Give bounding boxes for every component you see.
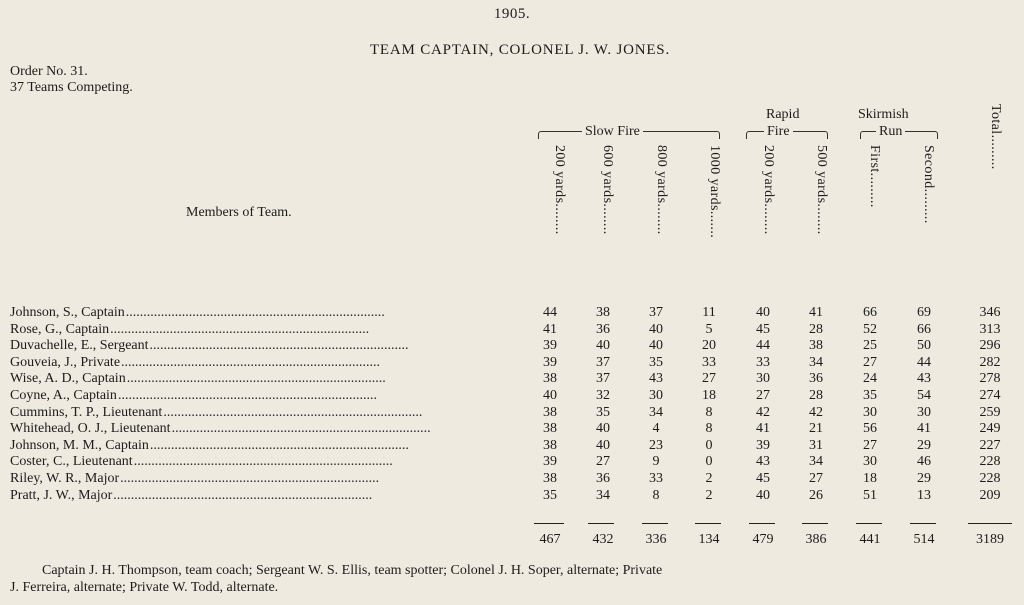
members-of-team-header: Members of Team. xyxy=(186,205,292,220)
team-member-name: Wise, A. D., Captain xyxy=(10,371,126,387)
total-cell: 134 xyxy=(698,532,720,547)
score-cell: 40 xyxy=(596,421,610,437)
dot-leader: .......................................................................... xyxy=(133,454,393,470)
score-cell: 39 xyxy=(543,354,557,370)
col-header-slow-600: 600 yards........ xyxy=(600,145,615,235)
score-cell: 40 xyxy=(649,321,663,337)
score-cell: 37 xyxy=(596,371,610,387)
score-cell: 41 xyxy=(917,421,931,437)
total-cell: 336 xyxy=(645,532,667,547)
score-cell: 27 xyxy=(809,471,823,486)
total-rule xyxy=(534,523,564,524)
score-cell: 31 xyxy=(809,437,823,453)
score-cell: 32 xyxy=(596,388,610,403)
score-cell: 27 xyxy=(702,371,716,387)
team-member-name: Rose, G., Captain xyxy=(10,321,110,337)
dot-leader: .......................................................................... xyxy=(110,321,370,337)
score-cell: 45 xyxy=(756,321,770,337)
score-cell: 52 xyxy=(863,321,877,337)
skirmish-run-label: Run xyxy=(876,124,905,140)
total-rule xyxy=(968,523,1012,524)
score-cell: 34 xyxy=(809,354,823,370)
score-cell: 56 xyxy=(863,421,877,437)
score-cell: 227 xyxy=(979,437,1001,453)
score-cell: 8 xyxy=(705,421,713,437)
total-rule xyxy=(910,523,936,524)
score-cell: 44 xyxy=(543,305,557,320)
score-cell: 38 xyxy=(543,437,557,453)
total-cell: 386 xyxy=(805,532,827,547)
score-cell: 39 xyxy=(756,437,770,453)
team-member-name: Duvachelle, E., Sergeant xyxy=(10,338,149,354)
team-captain-heading: TEAM CAPTAIN, COLONEL J. W. JONES. xyxy=(369,42,671,58)
score-cell: 2 xyxy=(705,471,713,486)
score-cell: 29 xyxy=(917,471,931,486)
total-rule xyxy=(642,523,668,524)
score-cell: 38 xyxy=(809,338,823,354)
score-cell: 5 xyxy=(705,321,713,337)
team-member-name: Coyne, A., Captain xyxy=(10,388,117,403)
score-cell: 54 xyxy=(917,388,931,403)
score-cell: 209 xyxy=(979,487,1001,503)
score-cell: 28 xyxy=(809,388,823,403)
score-cell: 43 xyxy=(649,371,663,387)
total-rule xyxy=(588,523,614,524)
score-cell: 45 xyxy=(756,471,770,486)
score-cell: 30 xyxy=(863,404,877,420)
total-cell: 479 xyxy=(752,532,774,547)
footnote-line-2: J. Ferreira, alternate; Private W. Todd, alternate. xyxy=(10,580,279,595)
score-cell: 38 xyxy=(543,404,557,420)
score-cell: 24 xyxy=(863,371,877,387)
col-header-slow-800: 800 yards........ xyxy=(654,145,669,235)
score-cell: 29 xyxy=(917,437,931,453)
score-cell: 38 xyxy=(543,421,557,437)
total-cell: 441 xyxy=(859,532,881,547)
col-header-total: Total......... xyxy=(988,104,1003,170)
score-cell: 20 xyxy=(702,338,716,354)
score-cell: 4 xyxy=(652,421,660,437)
score-cell: 33 xyxy=(649,471,663,486)
score-cell: 18 xyxy=(702,388,716,403)
score-cell: 27 xyxy=(863,437,877,453)
footnote-line-1: Captain J. H. Thompson, team coach; Sergeant W. S. Ellis, team spotter; Colonel J. H. Soper, alternate; Private xyxy=(42,563,663,578)
col-header-skirmish-first: First......... xyxy=(867,145,882,208)
score-cell: 43 xyxy=(756,454,770,470)
score-cell: 35 xyxy=(649,354,663,370)
score-cell: 34 xyxy=(649,404,663,420)
page-year: 1905. xyxy=(493,6,531,22)
team-member-name: Johnson, M. M., Captain xyxy=(10,437,149,453)
slow-fire-label: Slow Fire xyxy=(582,124,643,140)
score-cell: 34 xyxy=(596,487,610,503)
score-cell: 38 xyxy=(543,371,557,387)
score-cell: 39 xyxy=(543,454,557,470)
score-cell: 346 xyxy=(979,305,1001,320)
col-header-slow-1000: 1000 yards....... xyxy=(707,145,722,239)
dot-leader: .......................................................................... xyxy=(125,305,385,320)
score-cell: 40 xyxy=(649,338,663,354)
rapid-fire-label: Fire xyxy=(764,124,793,140)
score-cell: 313 xyxy=(979,321,1001,337)
team-member-name: Whitehead, O. J., Lieutenant xyxy=(10,421,171,437)
score-cell: 278 xyxy=(979,371,1001,387)
score-cell: 40 xyxy=(756,305,770,320)
score-cell: 69 xyxy=(917,305,931,320)
score-cell: 37 xyxy=(596,354,610,370)
score-cell: 36 xyxy=(596,471,610,486)
score-cell: 50 xyxy=(917,338,931,354)
col-header-skirmish-second: Second......... xyxy=(921,145,936,224)
total-rule xyxy=(856,523,882,524)
score-cell: 38 xyxy=(543,471,557,486)
score-cell: 27 xyxy=(596,454,610,470)
score-cell: 23 xyxy=(649,437,663,453)
score-cell: 28 xyxy=(809,321,823,337)
score-cell: 0 xyxy=(705,454,713,470)
dot-leader: .......................................................................... xyxy=(117,388,377,403)
score-cell: 25 xyxy=(863,338,877,354)
score-cell: 13 xyxy=(917,487,931,503)
score-cell: 36 xyxy=(596,321,610,337)
score-cell: 36 xyxy=(809,371,823,387)
score-cell: 30 xyxy=(917,404,931,420)
score-cell: 27 xyxy=(756,388,770,403)
dot-leader: .......................................................................... xyxy=(126,371,386,387)
dot-leader: .......................................................................... xyxy=(171,421,431,437)
score-cell: 43 xyxy=(917,371,931,387)
total-cell: 3189 xyxy=(976,532,1004,547)
team-member-name: Coster, C., Lieutenant xyxy=(10,454,133,470)
rapid-label: Rapid xyxy=(766,107,800,122)
score-cell: 35 xyxy=(596,404,610,420)
score-cell: 8 xyxy=(705,404,713,420)
score-cell: 259 xyxy=(979,404,1001,420)
score-cell: 9 xyxy=(652,454,660,470)
score-cell: 26 xyxy=(809,487,823,503)
team-member-name: Pratt, J. W., Major xyxy=(10,487,113,503)
total-rule xyxy=(749,523,775,524)
score-cell: 30 xyxy=(649,388,663,403)
skirmish-label: Skirmish xyxy=(858,107,909,122)
total-cell: 432 xyxy=(592,532,614,547)
score-cell: 228 xyxy=(979,454,1001,470)
total-rule xyxy=(802,523,828,524)
score-cell: 34 xyxy=(809,454,823,470)
dot-leader: .......................................................................... xyxy=(121,354,381,370)
score-cell: 42 xyxy=(756,404,770,420)
score-cell: 40 xyxy=(596,437,610,453)
order-number: Order No. 31. xyxy=(10,64,88,79)
score-cell: 37 xyxy=(649,305,663,320)
team-member-name: Johnson, S., Captain xyxy=(10,305,125,320)
score-cell: 11 xyxy=(702,305,716,320)
score-cell: 274 xyxy=(979,388,1001,403)
score-cell: 66 xyxy=(863,305,877,320)
score-cell: 33 xyxy=(756,354,770,370)
score-cell: 41 xyxy=(543,321,557,337)
score-cell: 41 xyxy=(809,305,823,320)
total-cell: 514 xyxy=(913,532,935,547)
teams-competing: 37 Teams Competing. xyxy=(10,80,133,95)
score-cell: 40 xyxy=(756,487,770,503)
score-cell: 51 xyxy=(863,487,877,503)
score-cell: 41 xyxy=(756,421,770,437)
score-cell: 2 xyxy=(705,487,713,503)
score-cell: 249 xyxy=(979,421,1001,437)
team-member-name: Cummins, T. P., Lieutenant xyxy=(10,404,163,420)
team-member-name: Riley, W. R., Major xyxy=(10,471,120,486)
total-rule xyxy=(695,523,721,524)
score-cell: 44 xyxy=(756,338,770,354)
score-cell: 40 xyxy=(596,338,610,354)
score-cell: 30 xyxy=(756,371,770,387)
score-cell: 282 xyxy=(979,354,1001,370)
score-cell: 33 xyxy=(702,354,716,370)
score-cell: 18 xyxy=(863,471,877,486)
dot-leader: .......................................................................... xyxy=(149,338,409,354)
score-cell: 21 xyxy=(809,421,823,437)
col-header-rapid-500: 500 yards........ xyxy=(814,145,829,235)
total-cell: 467 xyxy=(539,532,561,547)
score-cell: 296 xyxy=(979,338,1001,354)
score-cell: 35 xyxy=(543,487,557,503)
score-cell: 30 xyxy=(863,454,877,470)
score-cell: 8 xyxy=(652,487,660,503)
score-cell: 46 xyxy=(917,454,931,470)
dot-leader: .......................................................................... xyxy=(163,404,423,420)
score-cell: 40 xyxy=(543,388,557,403)
team-member-name: Gouveia, J., Private xyxy=(10,354,121,370)
col-header-slow-200: 200 yards........ xyxy=(552,145,567,235)
score-cell: 39 xyxy=(543,338,557,354)
score-cell: 44 xyxy=(917,354,931,370)
score-cell: 0 xyxy=(705,437,713,453)
score-cell: 42 xyxy=(809,404,823,420)
col-header-rapid-200: 200 yards........ xyxy=(761,145,776,235)
score-cell: 66 xyxy=(917,321,931,337)
dot-leader: .......................................................................... xyxy=(120,471,380,486)
score-cell: 27 xyxy=(863,354,877,370)
dot-leader: .......................................................................... xyxy=(113,487,373,503)
score-cell: 35 xyxy=(863,388,877,403)
score-cell: 38 xyxy=(596,305,610,320)
dot-leader: .......................................................................... xyxy=(149,437,409,453)
score-cell: 228 xyxy=(979,471,1001,486)
